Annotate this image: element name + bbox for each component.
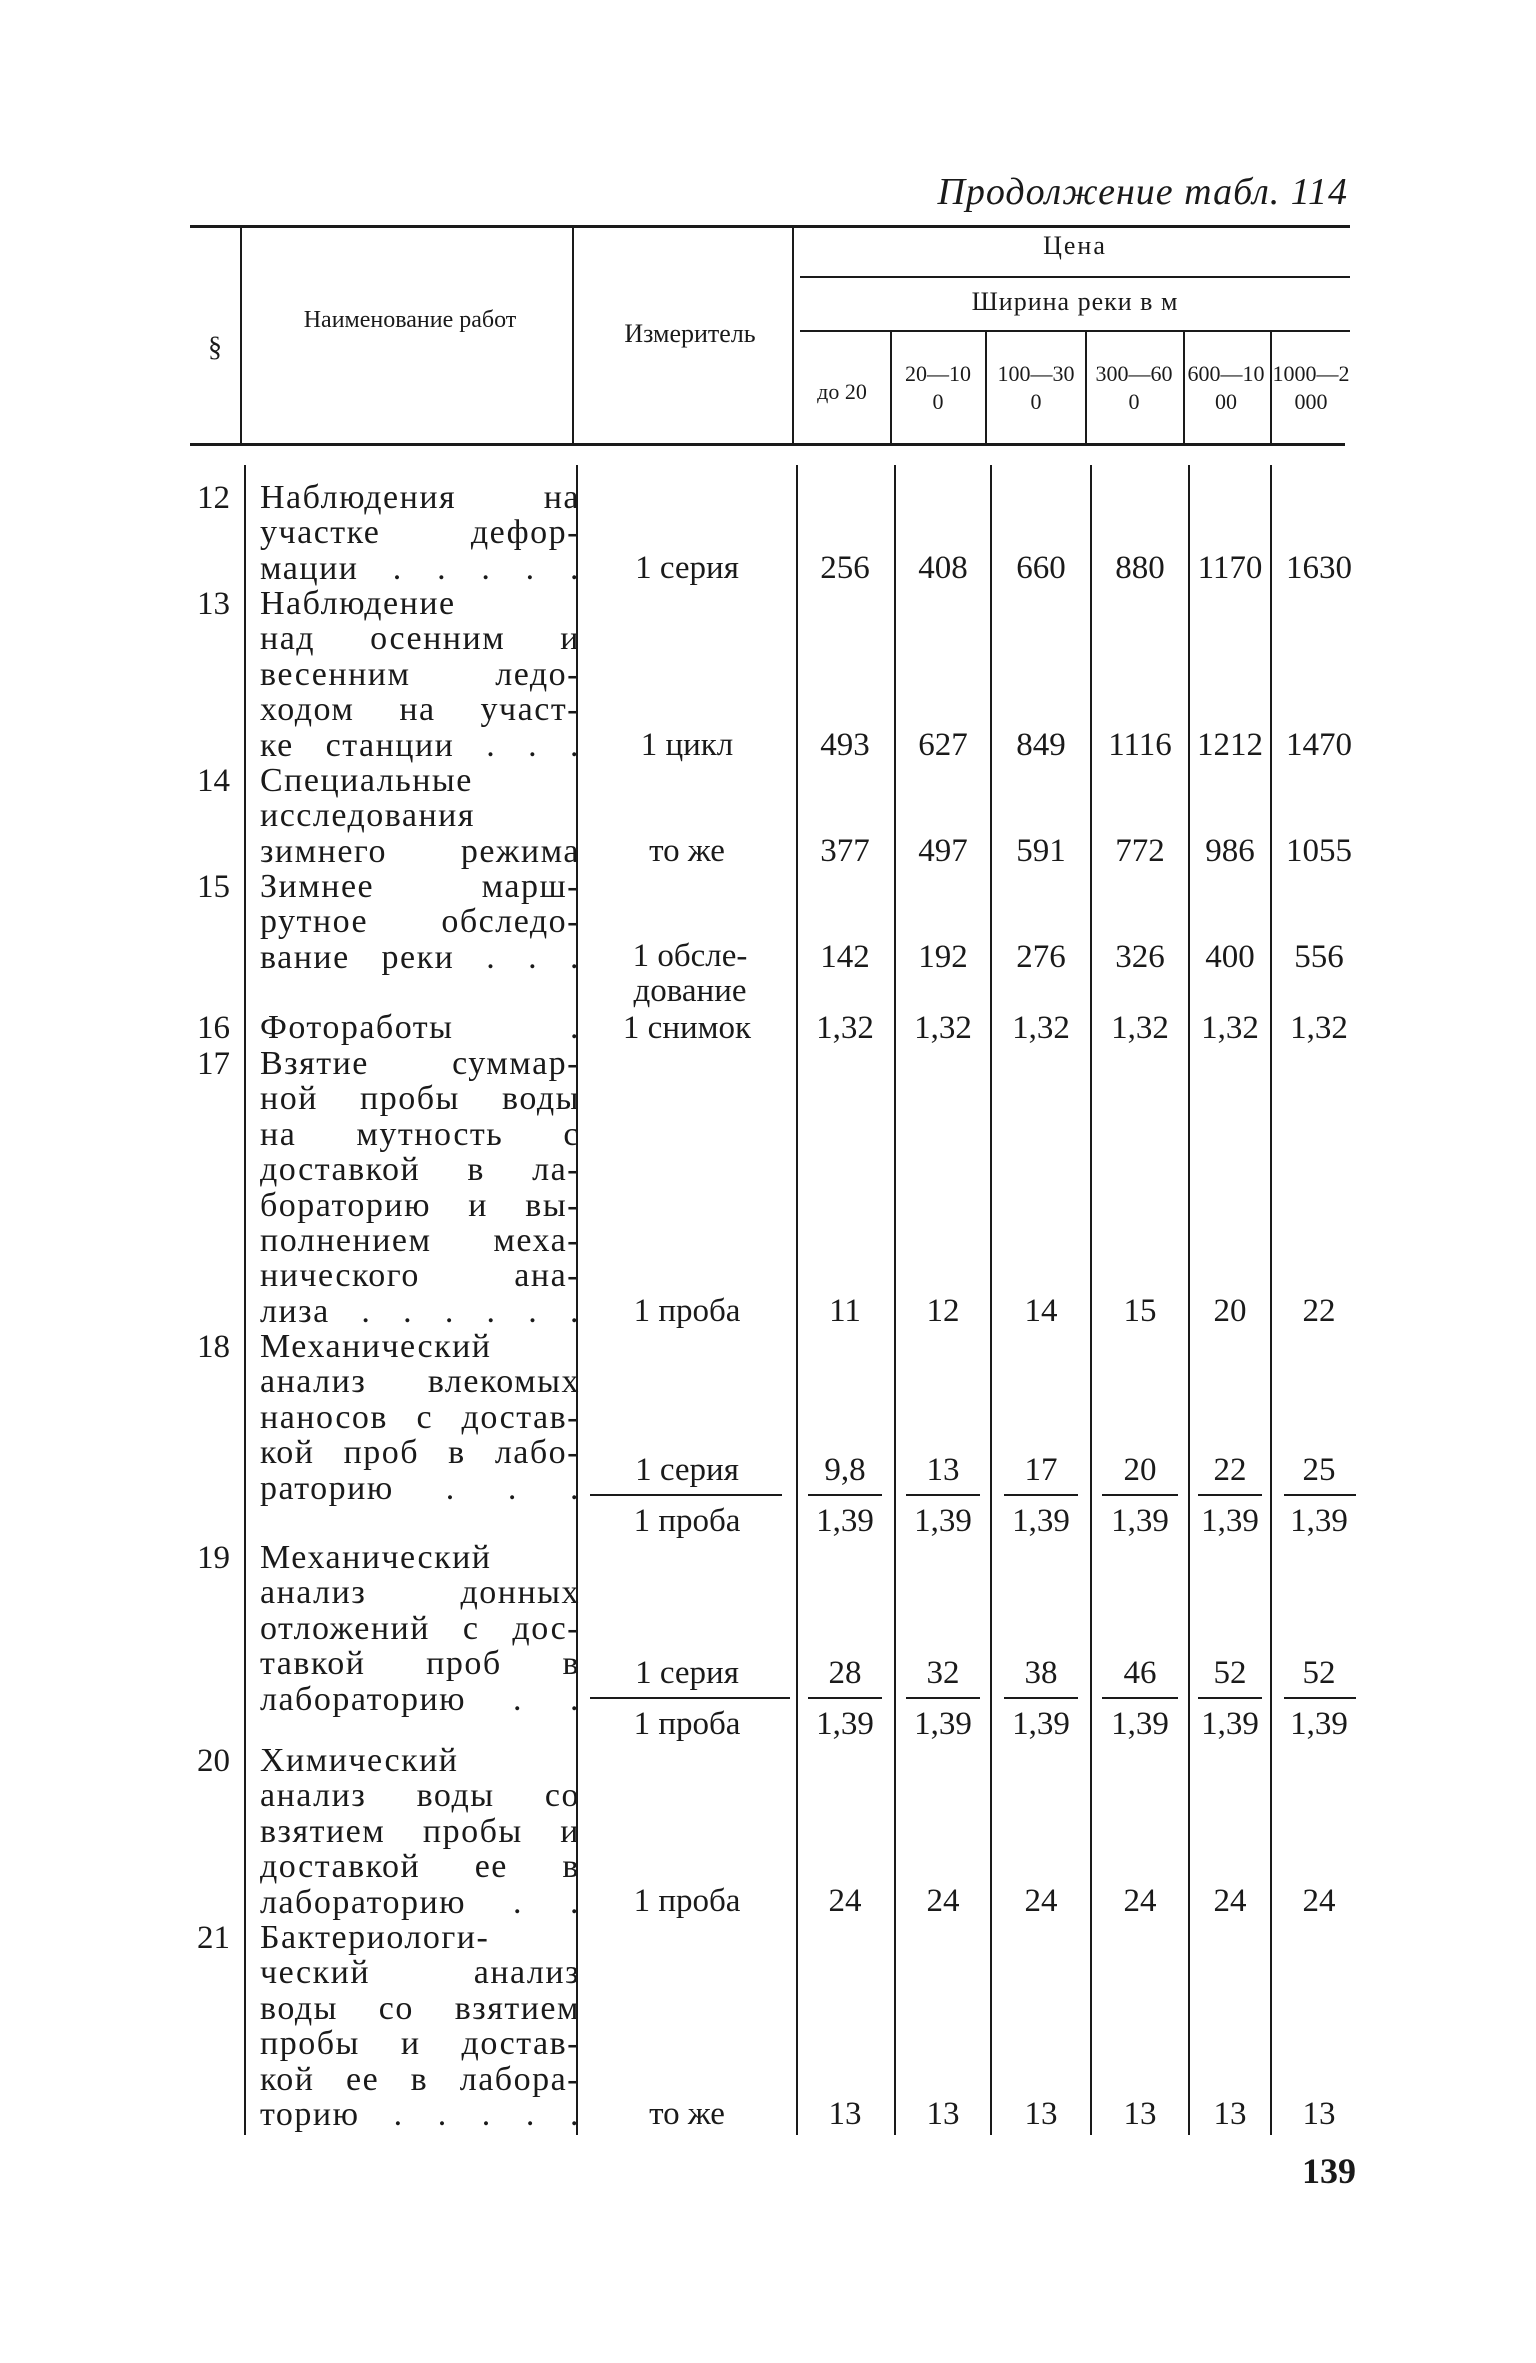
price-cell: 13 <box>926 2096 960 2132</box>
price-cell: 772 <box>1115 833 1165 869</box>
header-divider <box>890 331 892 444</box>
work-line: пробы и достав- <box>260 2025 580 2063</box>
price-cell: 408 <box>918 550 968 586</box>
price-cell: 497 <box>918 833 968 869</box>
fraction-rule <box>1284 1697 1356 1699</box>
row-number: 19 <box>197 1540 230 1576</box>
price-cell: 326 <box>1115 939 1165 975</box>
fraction-rule <box>906 1494 980 1496</box>
price-cell: 986 <box>1205 833 1255 869</box>
header-column-5: 1000—2000 <box>1272 361 1350 414</box>
price-cell: 11 <box>829 1293 861 1329</box>
work-line: зимнего режима <box>260 832 580 870</box>
fraction-rule <box>906 1697 980 1699</box>
price-bottom-cell: 1,39 <box>914 1706 972 1742</box>
work-line: ной пробы воды <box>260 1080 580 1118</box>
table-caption: Продолжение табл. 114 <box>937 171 1348 213</box>
fraction-rule <box>1198 1494 1262 1496</box>
fraction-rule <box>1102 1697 1178 1699</box>
price-cell: 1,32 <box>914 1010 972 1046</box>
unit-cell: 1 обсле- дование <box>632 938 748 1009</box>
unit-cell: 1 серия <box>635 550 739 586</box>
work-name <box>260 586 580 763</box>
fraction-rule <box>808 1494 882 1496</box>
row-number: 18 <box>197 1329 230 1365</box>
header-bottom-rule <box>190 443 1345 446</box>
price-bottom-cell: 1,39 <box>1111 1503 1169 1539</box>
price-cell: 13 <box>1024 2096 1058 2132</box>
price-cell: 660 <box>1016 550 1066 586</box>
header-price: Цена <box>1043 231 1107 260</box>
work-line: Механический <box>260 1328 492 1365</box>
fraction-rule <box>590 1697 790 1699</box>
work-line: ческий анализ <box>260 1954 580 1992</box>
price-cell: 1170 <box>1197 550 1263 586</box>
price-cell: 1,32 <box>816 1010 874 1046</box>
price-cell: 13 <box>1213 2096 1247 2132</box>
price-cell: 15 <box>1123 1293 1157 1329</box>
header-column-2: 100—300 <box>997 361 1075 414</box>
work-line: воды со взятием <box>260 1989 580 2027</box>
price-cell: 276 <box>1016 939 1066 975</box>
price-cell: 24 <box>828 1883 862 1919</box>
work-name <box>260 763 580 869</box>
fraction-rule <box>590 1494 782 1496</box>
work-line: тавкой проб в <box>260 1645 580 1683</box>
unit-top-cell: 1 серия <box>635 1452 739 1488</box>
header-unit: Измеритель <box>624 319 756 348</box>
row-number: 21 <box>197 1920 230 1956</box>
row-number: 13 <box>197 586 230 622</box>
header-work-name: Наименование работ <box>303 307 517 333</box>
work-line: мации . . . . . <box>260 549 580 587</box>
price-cell: 556 <box>1294 939 1344 975</box>
price-cell: 1212 <box>1197 727 1263 763</box>
work-line: отложений с дос- <box>260 1609 580 1647</box>
price-bottom-cell: 1,39 <box>1201 1503 1259 1539</box>
unit-cell: 1 снимок <box>622 1010 752 1046</box>
row-number: 12 <box>197 480 230 516</box>
header-river-width: Ширина реки в м <box>971 287 1179 316</box>
row-number: 14 <box>197 763 230 799</box>
unit-bottom-cell: 1 проба <box>633 1503 741 1539</box>
header-divider <box>240 226 242 444</box>
price-top-cell: 22 <box>1213 1452 1247 1488</box>
work-line: анализ донных <box>260 1574 580 1612</box>
price-bottom-cell: 1,39 <box>816 1503 874 1539</box>
price-top-cell: 25 <box>1302 1452 1336 1488</box>
header-column-3: 300—600 <box>1095 361 1173 414</box>
price-top-cell: 9,8 <box>824 1452 866 1488</box>
fraction-rule <box>1284 1494 1356 1496</box>
price-bottom-cell: 1,39 <box>1290 1706 1348 1742</box>
fraction-rule <box>808 1697 882 1699</box>
work-line: Зимнее марш- <box>260 868 580 905</box>
work-line: Наблюдения на <box>260 479 580 516</box>
price-bottom-cell: 1,39 <box>1012 1503 1070 1539</box>
header-divider <box>792 226 794 444</box>
row-number: 16 <box>197 1010 230 1046</box>
fraction-rule <box>1198 1697 1262 1699</box>
price-cell: 1,32 <box>1201 1010 1259 1046</box>
price-cell: 1,32 <box>1012 1010 1070 1046</box>
work-name <box>260 869 580 975</box>
price-cell: 1,32 <box>1290 1010 1348 1046</box>
work-line: Бактериологи- <box>260 1919 490 1956</box>
price-bottom-cell: 1,39 <box>816 1706 874 1742</box>
unit-cell: то же <box>649 833 725 869</box>
page-number: 139 <box>1302 2151 1356 2191</box>
price-bottom-cell: 1,39 <box>914 1503 972 1539</box>
header-column-4: 600—1000 <box>1187 361 1265 414</box>
work-line: раторию . . . <box>260 1469 580 1507</box>
work-line: нического ана- <box>260 1257 580 1295</box>
row-number: 20 <box>197 1743 230 1779</box>
price-cell: 24 <box>1024 1883 1058 1919</box>
work-line: исследования <box>260 797 476 835</box>
price-cell: 12 <box>926 1293 960 1329</box>
price-cell: 627 <box>918 727 968 763</box>
fraction-rule <box>1004 1697 1078 1699</box>
price-cell: 1,32 <box>1111 1010 1169 1046</box>
work-line: торию . . . . . <box>260 2096 580 2134</box>
price-cell: 24 <box>1302 1883 1336 1919</box>
row-number: 15 <box>197 869 230 905</box>
price-bottom-cell: 1,39 <box>1201 1706 1259 1742</box>
work-line: взятием пробы и <box>260 1812 580 1850</box>
header-column-1: 20—100 <box>905 361 971 414</box>
work-line: кой ее в лабора- <box>260 2060 580 2098</box>
price-top-cell: 46 <box>1123 1655 1157 1691</box>
price-cell: 24 <box>1213 1883 1247 1919</box>
work-line: полнением меха- <box>260 1222 580 1260</box>
work-line: анализ влекомых <box>260 1363 580 1401</box>
header-section-sign: § <box>208 332 222 363</box>
unit-cell: 1 цикл <box>640 727 734 763</box>
price-cell: 1630 <box>1286 550 1352 586</box>
price-cell: 377 <box>820 833 870 869</box>
work-line: наносов с достав- <box>260 1398 580 1436</box>
price-bottom-cell: 1,39 <box>1111 1706 1169 1742</box>
unit-bottom-cell: 1 проба <box>633 1706 741 1742</box>
work-line: Взятие суммар- <box>260 1045 580 1082</box>
price-cell: 880 <box>1115 550 1165 586</box>
work-line: доставкой в ла- <box>260 1151 580 1189</box>
unit-cell: 1 проба <box>633 1293 741 1329</box>
work-line: на мутность с <box>260 1115 580 1153</box>
work-name <box>260 1010 580 1045</box>
header-divider <box>1085 331 1087 444</box>
work-line: Механический <box>260 1539 492 1576</box>
price-top-cell: 38 <box>1024 1655 1058 1691</box>
width-rule <box>800 330 1350 332</box>
work-line: лабораторию . . <box>260 1680 580 1718</box>
work-line: анализ воды со <box>260 1777 580 1815</box>
price-top-cell: 28 <box>828 1655 862 1691</box>
fraction-rule <box>1004 1494 1078 1496</box>
work-line: кой проб в лабо- <box>260 1434 580 1472</box>
price-cell: 13 <box>828 2096 862 2132</box>
price-cell: 1116 <box>1108 727 1172 763</box>
body-divider <box>244 465 246 2135</box>
table-top-rule <box>190 225 1350 228</box>
work-line: Специальные <box>260 762 473 799</box>
price-cell: 13 <box>1302 2096 1336 2132</box>
price-cell: 493 <box>820 727 870 763</box>
price-cell: 142 <box>820 939 870 975</box>
price-cell: 24 <box>1123 1883 1157 1919</box>
price-cell: 13 <box>1123 2096 1157 2132</box>
header-divider <box>572 226 574 444</box>
work-name <box>260 480 580 586</box>
work-line: Химический <box>260 1742 459 1779</box>
price-cell: 591 <box>1016 833 1066 869</box>
work-line: над осенним и <box>260 620 580 658</box>
work-line: лабораторию . . <box>260 1883 580 1921</box>
work-line: вание реки . . . <box>260 938 580 976</box>
work-name <box>260 1329 580 1506</box>
price-top-cell: 52 <box>1213 1655 1247 1691</box>
row-number: 17 <box>197 1046 230 1082</box>
price-cell: 22 <box>1302 1293 1336 1329</box>
work-line: доставкой ее в <box>260 1848 580 1886</box>
price-top-cell: 52 <box>1302 1655 1336 1691</box>
work-line: ходом на участ- <box>260 691 580 729</box>
work-line: рутное обследо- <box>260 903 580 941</box>
unit-cell: то же <box>649 2096 725 2132</box>
price-bottom-cell: 1,39 <box>1290 1503 1348 1539</box>
price-cell: 849 <box>1016 727 1066 763</box>
price-cell: 256 <box>820 550 870 586</box>
work-name <box>260 1743 580 1920</box>
price-cell: 24 <box>926 1883 960 1919</box>
work-line: Фотоработы . <box>260 1009 580 1046</box>
price-bottom-cell: 1,39 <box>1012 1706 1070 1742</box>
work-line: бораторию и вы- <box>260 1186 580 1224</box>
price-top-cell: 17 <box>1024 1452 1058 1488</box>
work-line: Наблюдение <box>260 585 456 622</box>
work-line: весенним ледо- <box>260 655 580 693</box>
unit-top-cell: 1 серия <box>635 1655 739 1691</box>
header-divider <box>985 331 987 444</box>
price-cell: 14 <box>1024 1293 1058 1329</box>
price-top-cell: 32 <box>926 1655 960 1691</box>
work-name <box>260 1046 580 1329</box>
work-name <box>260 1540 580 1717</box>
work-line: участке дефор- <box>260 514 580 552</box>
price-cell: 1470 <box>1286 727 1352 763</box>
work-line: ке станции . . . <box>260 726 580 764</box>
price-top-cell: 13 <box>926 1452 960 1488</box>
fraction-rule <box>1102 1494 1178 1496</box>
price-cell: 192 <box>918 939 968 975</box>
price-cell: 20 <box>1213 1293 1247 1329</box>
unit-cell: 1 проба <box>633 1883 741 1919</box>
price-top-cell: 20 <box>1123 1452 1157 1488</box>
price-cell: 400 <box>1205 939 1255 975</box>
header-column-0: до 20 <box>817 379 867 404</box>
work-name <box>260 1920 580 2132</box>
price-cell: 1055 <box>1286 833 1352 869</box>
work-line: лиза . . . . . . <box>260 1292 580 1330</box>
price-rule <box>800 276 1350 278</box>
